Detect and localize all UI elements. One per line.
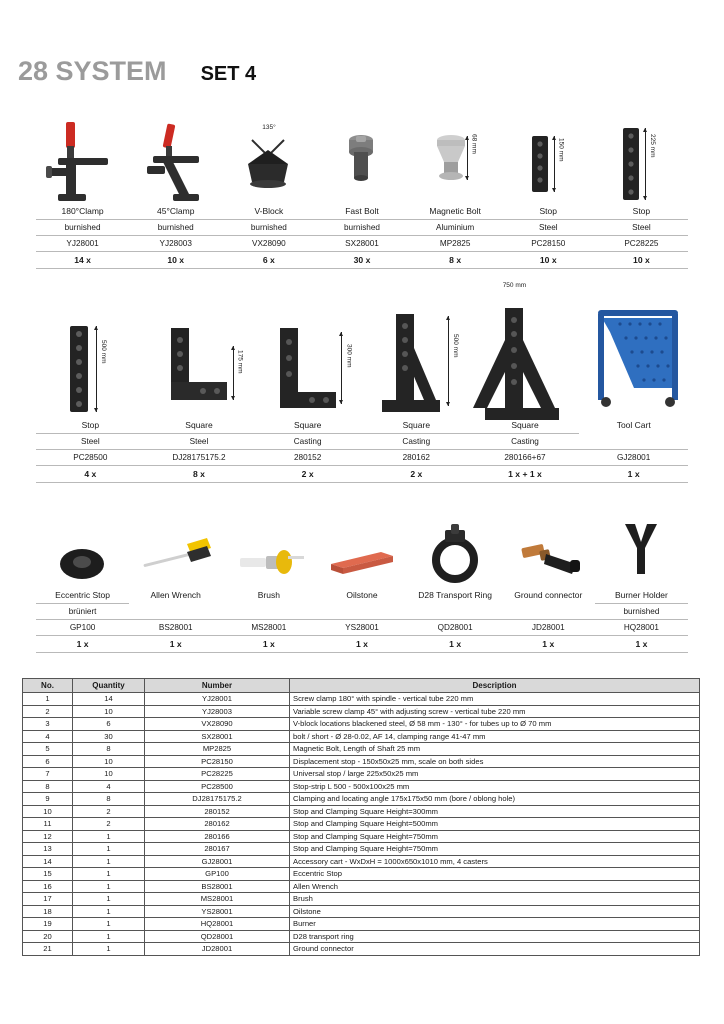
quantity-cell: 10 x bbox=[595, 252, 688, 269]
cell-number: QD28001 bbox=[145, 930, 290, 943]
cell-number: BS28001 bbox=[145, 880, 290, 893]
product-name: Square bbox=[185, 420, 213, 430]
cell-quantity: 1 bbox=[73, 893, 145, 906]
number-cell: 280162 bbox=[362, 450, 471, 466]
product-name: Square bbox=[511, 420, 539, 430]
cell-description: Screw clamp 180° with spindle - vertical tube 220 mm bbox=[290, 693, 700, 706]
parts-list bbox=[22, 678, 700, 956]
number-cell: 280166+67 bbox=[471, 450, 580, 466]
cell-no: 3 bbox=[23, 718, 73, 731]
quantity-cell: 2 x bbox=[362, 466, 471, 483]
product-name: Stop bbox=[539, 206, 558, 216]
product-spec-table-1 bbox=[36, 219, 688, 269]
cell-number: 280167 bbox=[145, 843, 290, 856]
cell-number: YJ28003 bbox=[145, 705, 290, 718]
header-description: Description bbox=[290, 679, 700, 693]
quantity-cell: 1 x bbox=[36, 636, 129, 653]
magneticbolt-icon bbox=[409, 110, 502, 206]
number-cell: MP2825 bbox=[409, 236, 502, 252]
cell-quantity: 8 bbox=[73, 793, 145, 806]
square750-icon bbox=[471, 282, 580, 420]
product-images-row-3 bbox=[36, 508, 688, 590]
cell-description: bolt / short - Ø 28-0.02, AF 14, clamping range 41-47 mm bbox=[290, 730, 700, 743]
cell-number: PC28225 bbox=[145, 768, 290, 781]
table-row-number bbox=[36, 450, 688, 466]
table-row bbox=[23, 943, 700, 956]
product-name: D28 Transport Ring bbox=[418, 590, 492, 600]
material-cell: burnished bbox=[129, 220, 222, 236]
table-row bbox=[23, 880, 700, 893]
cell-number: GJ28001 bbox=[145, 855, 290, 868]
product-names-row-1 bbox=[36, 206, 688, 219]
material-cell: Aluminium bbox=[409, 220, 502, 236]
table-row-number bbox=[36, 620, 688, 636]
square500-dimension: 500 mm bbox=[452, 334, 460, 358]
cell-number: DJ28175175.2 bbox=[145, 793, 290, 806]
cell-number: HQ28001 bbox=[145, 918, 290, 931]
material-cell: Steel bbox=[145, 434, 254, 450]
number-cell: SX28001 bbox=[315, 236, 408, 252]
product-cell-vblock bbox=[222, 110, 315, 206]
product-cell-fastbolt bbox=[315, 110, 408, 206]
product-cell-groundconnector bbox=[502, 508, 595, 590]
table-row-quantity bbox=[36, 252, 688, 269]
cell-quantity: 10 bbox=[73, 755, 145, 768]
number-cell: GJ28001 bbox=[579, 450, 688, 466]
quantity-cell: 4 x bbox=[36, 466, 145, 483]
clamp45-icon bbox=[129, 110, 222, 206]
product-cell-stop500 bbox=[36, 288, 145, 420]
groundconnector-icon bbox=[502, 508, 595, 590]
cell-number: MS28001 bbox=[145, 893, 290, 906]
cell-description: Brush bbox=[290, 893, 700, 906]
cell-description: Stop and Clamping Square Height=500mm bbox=[290, 818, 700, 831]
cell-description: Displacement stop - 150x50x25 mm, scale on both sides bbox=[290, 755, 700, 768]
material-cell: Steel bbox=[595, 220, 688, 236]
table-row bbox=[23, 743, 700, 756]
product-cell-square500 bbox=[362, 288, 471, 420]
table-row bbox=[23, 868, 700, 881]
cell-number: 280166 bbox=[145, 830, 290, 843]
product-name: Tool Cart bbox=[616, 420, 651, 430]
quantity-cell: 14 x bbox=[36, 252, 129, 269]
cell-no: 5 bbox=[23, 743, 73, 756]
material-cell: burnished bbox=[595, 604, 688, 620]
number-cell: 280152 bbox=[253, 450, 362, 466]
product-name: Magnetic Bolt bbox=[429, 206, 481, 216]
cell-number: JD28001 bbox=[145, 943, 290, 956]
material-cell: Steel bbox=[36, 434, 145, 450]
table-row-material bbox=[36, 604, 688, 620]
material-cell-empty bbox=[315, 604, 408, 620]
product-name: Fast Bolt bbox=[345, 206, 379, 216]
square175-dimension: 175 mm bbox=[236, 350, 244, 374]
quantity-cell: 1 x bbox=[129, 636, 222, 653]
cell-quantity: 8 bbox=[73, 743, 145, 756]
table-row bbox=[23, 830, 700, 843]
table-row bbox=[23, 805, 700, 818]
cell-no: 1 bbox=[23, 693, 73, 706]
page-header bbox=[18, 56, 256, 87]
table-row bbox=[23, 855, 700, 868]
cell-number: SX28001 bbox=[145, 730, 290, 743]
cell-description: Magnetic Bolt, Length of Shaft 25 mm bbox=[290, 743, 700, 756]
number-cell: YJ28001 bbox=[36, 236, 129, 252]
cell-description: D28 transport ring bbox=[290, 930, 700, 943]
material-cell: Casting bbox=[471, 434, 580, 450]
cell-description: Eccentric Stop bbox=[290, 868, 700, 881]
material-cell: burnished bbox=[36, 220, 129, 236]
cell-quantity: 1 bbox=[73, 843, 145, 856]
product-cell-toolcart bbox=[579, 288, 688, 420]
table-row-quantity bbox=[36, 636, 688, 653]
cell-description: Universal stop / large 225x50x25 mm bbox=[290, 768, 700, 781]
stop500-dimension: 500 mm bbox=[100, 340, 107, 364]
product-cell-oilstone bbox=[315, 508, 408, 590]
stop225-icon bbox=[595, 110, 688, 206]
material-cell-empty bbox=[502, 604, 595, 620]
material-cell: Casting bbox=[362, 434, 471, 450]
material-cell-empty bbox=[222, 604, 315, 620]
product-cell-clamp180 bbox=[36, 110, 129, 206]
material-cell: burnished bbox=[222, 220, 315, 236]
product-names-row-2 bbox=[36, 420, 688, 433]
quantity-cell: 1 x bbox=[222, 636, 315, 653]
quantity-cell: 1 x bbox=[579, 466, 688, 483]
cell-quantity: 1 bbox=[73, 905, 145, 918]
product-cell-eccentricstop bbox=[36, 508, 129, 590]
stop150-dimension: 150 mm bbox=[557, 138, 565, 162]
cell-quantity: 2 bbox=[73, 818, 145, 831]
material-cell: burnished bbox=[315, 220, 408, 236]
number-cell: PC28500 bbox=[36, 450, 145, 466]
product-names-row-3 bbox=[36, 590, 688, 603]
product-spec-table-3 bbox=[36, 603, 688, 653]
table-row bbox=[23, 705, 700, 718]
cell-description: Stop-strip L 500 - 500x100x25 mm bbox=[290, 780, 700, 793]
cell-description: Allen Wrench bbox=[290, 880, 700, 893]
material-cell: Casting bbox=[253, 434, 362, 450]
cell-description: Clamping and locating angle 175x175x50 mm (bore / oblong hole) bbox=[290, 793, 700, 806]
product-name: 180°Clamp bbox=[61, 206, 104, 216]
number-cell: VX28090 bbox=[222, 236, 315, 252]
product-name: 45°Clamp bbox=[157, 206, 195, 216]
product-cell-brush bbox=[222, 508, 315, 590]
cell-quantity: 10 bbox=[73, 768, 145, 781]
product-name: Stop bbox=[632, 206, 651, 216]
product-cell-burnerholder bbox=[595, 508, 688, 590]
cell-quantity: 1 bbox=[73, 918, 145, 931]
burnerholder-icon bbox=[595, 508, 688, 590]
product-cell-square175 bbox=[145, 288, 254, 420]
cell-no: 8 bbox=[23, 780, 73, 793]
quantity-cell: 10 x bbox=[129, 252, 222, 269]
oilstone-icon bbox=[315, 508, 408, 590]
table-row bbox=[23, 730, 700, 743]
cell-number: PC28500 bbox=[145, 780, 290, 793]
header-no: No. bbox=[23, 679, 73, 693]
cell-number: YJ28001 bbox=[145, 693, 290, 706]
material-cell-empty bbox=[129, 604, 222, 620]
cell-description: Stop and Clamping Square Height=750mm bbox=[290, 843, 700, 856]
number-cell: MS28001 bbox=[222, 620, 315, 636]
cell-no: 20 bbox=[23, 930, 73, 943]
quantity-cell: 1 x bbox=[315, 636, 408, 653]
vblock-icon bbox=[222, 110, 315, 206]
table-row bbox=[23, 818, 700, 831]
number-cell: YJ28003 bbox=[129, 236, 222, 252]
table-row bbox=[23, 755, 700, 768]
square500-icon bbox=[362, 288, 471, 420]
quantity-cell: 30 x bbox=[315, 252, 408, 269]
cell-number: MP2825 bbox=[145, 743, 290, 756]
table-row bbox=[23, 930, 700, 943]
cell-description: Stop and Clamping Square Height=300mm bbox=[290, 805, 700, 818]
fastbolt-icon bbox=[315, 110, 408, 206]
quantity-cell: 8 x bbox=[409, 252, 502, 269]
square300-dimension: 300 mm bbox=[345, 344, 353, 368]
table-row bbox=[23, 780, 700, 793]
product-cell-transportring bbox=[409, 508, 502, 590]
table-row bbox=[23, 905, 700, 918]
number-cell: BS28001 bbox=[129, 620, 222, 636]
table-row-material bbox=[36, 434, 688, 450]
table-row bbox=[23, 893, 700, 906]
cell-no: 18 bbox=[23, 905, 73, 918]
table-row-material bbox=[36, 220, 688, 236]
cell-quantity: 30 bbox=[73, 730, 145, 743]
cell-description: Variable screw clamp 45° with adjusting screw - vertical tube 220 mm bbox=[290, 705, 700, 718]
quantity-cell: 1 x bbox=[502, 636, 595, 653]
product-cell-stop150 bbox=[502, 110, 595, 206]
cell-description: V-block locations blackened steel, Ø 58 mm - 130° - for tubes up to Ø 70 mm bbox=[290, 718, 700, 731]
cell-no: 10 bbox=[23, 805, 73, 818]
cell-quantity: 2 bbox=[73, 805, 145, 818]
quantity-cell: 1 x + 1 x bbox=[471, 466, 580, 483]
cell-description: Oilstone bbox=[290, 905, 700, 918]
material-cell-empty bbox=[409, 604, 502, 620]
header-number: Number bbox=[145, 679, 290, 693]
square300-icon bbox=[253, 288, 362, 420]
clamp180-icon bbox=[36, 110, 129, 206]
product-cell-stop225 bbox=[595, 110, 688, 206]
table-row bbox=[23, 918, 700, 931]
product-cell-magneticbolt bbox=[409, 110, 502, 206]
product-name: Stop bbox=[81, 420, 100, 430]
table-row-quantity bbox=[36, 466, 688, 483]
product-name: Oilstone bbox=[346, 590, 378, 600]
cell-no: 15 bbox=[23, 868, 73, 881]
cell-quantity: 1 bbox=[73, 880, 145, 893]
cell-quantity: 4 bbox=[73, 780, 145, 793]
number-cell: QD28001 bbox=[409, 620, 502, 636]
product-group-3 bbox=[36, 508, 688, 653]
number-cell: PC28150 bbox=[502, 236, 595, 252]
product-name: V-Block bbox=[254, 206, 284, 216]
cell-number: GP100 bbox=[145, 868, 290, 881]
cell-quantity: 1 bbox=[73, 855, 145, 868]
cell-quantity: 1 bbox=[73, 868, 145, 881]
quantity-cell: 2 x bbox=[253, 466, 362, 483]
quantity-cell: 1 x bbox=[409, 636, 502, 653]
cell-no: 2 bbox=[23, 705, 73, 718]
product-name: Ground connector bbox=[514, 590, 583, 600]
cell-quantity: 10 bbox=[73, 705, 145, 718]
number-cell: PC28225 bbox=[595, 236, 688, 252]
number-cell: DJ28175175.2 bbox=[145, 450, 254, 466]
header-quantity: Quantity bbox=[73, 679, 145, 693]
number-cell: YS28001 bbox=[315, 620, 408, 636]
cell-number: 280152 bbox=[145, 805, 290, 818]
eccentricstop-icon bbox=[36, 508, 129, 590]
transportring-icon bbox=[409, 508, 502, 590]
cell-description: Burner bbox=[290, 918, 700, 931]
magneticbolt-dimension: 68 mm bbox=[470, 134, 478, 154]
number-cell: GP100 bbox=[36, 620, 129, 636]
product-name: Eccentric Stop bbox=[55, 590, 110, 600]
system-title: 28 SYSTEM bbox=[18, 56, 167, 86]
quantity-cell: 1 x bbox=[595, 636, 688, 653]
quantity-cell: 8 x bbox=[145, 466, 254, 483]
product-images-row-2 bbox=[36, 282, 688, 420]
product-cell-square300 bbox=[253, 288, 362, 420]
stop500-icon bbox=[36, 288, 145, 420]
product-name: Square bbox=[402, 420, 431, 430]
material-cell: brüniert bbox=[36, 604, 129, 620]
product-name: Brush bbox=[257, 590, 280, 600]
product-name: Square bbox=[293, 420, 322, 430]
cell-no: 9 bbox=[23, 793, 73, 806]
table-row bbox=[23, 693, 700, 706]
quantity-cell: 10 x bbox=[502, 252, 595, 269]
product-images-row-1 bbox=[36, 110, 688, 206]
material-cell-empty bbox=[579, 434, 688, 450]
cell-description: Accessory cart - WxDxH = 1000x650x1010 mm, 4 casters bbox=[290, 855, 700, 868]
product-group-1 bbox=[36, 110, 688, 269]
cell-no: 13 bbox=[23, 843, 73, 856]
cell-description: Stop and Clamping Square Height=750mm bbox=[290, 830, 700, 843]
cell-no: 14 bbox=[23, 855, 73, 868]
number-cell: JD28001 bbox=[502, 620, 595, 636]
cell-no: 16 bbox=[23, 880, 73, 893]
cell-no: 4 bbox=[23, 730, 73, 743]
brush-icon bbox=[222, 508, 315, 590]
table-row-number bbox=[36, 236, 688, 252]
product-name: Allen Wrench bbox=[150, 590, 201, 600]
cell-quantity: 1 bbox=[73, 930, 145, 943]
parts-table bbox=[22, 678, 700, 956]
stop225-dimension: 225 mm bbox=[648, 134, 656, 158]
parts-table-header-row bbox=[23, 679, 700, 693]
number-cell: HQ28001 bbox=[595, 620, 688, 636]
quantity-cell: 6 x bbox=[222, 252, 315, 269]
cell-number: PC28150 bbox=[145, 755, 290, 768]
cell-number: 280162 bbox=[145, 818, 290, 831]
cell-quantity: 6 bbox=[73, 718, 145, 731]
toolcart-icon bbox=[579, 288, 688, 420]
cell-no: 11 bbox=[23, 818, 73, 831]
cell-no: 19 bbox=[23, 918, 73, 931]
cell-quantity: 1 bbox=[73, 830, 145, 843]
product-group-2 bbox=[36, 282, 688, 483]
cell-number: YS28001 bbox=[145, 905, 290, 918]
square175-icon bbox=[145, 288, 254, 420]
table-row bbox=[23, 843, 700, 856]
set-title: SET 4 bbox=[200, 63, 257, 85]
product-name: Burner Holder bbox=[614, 590, 668, 600]
cell-no: 7 bbox=[23, 768, 73, 781]
allenwrench-icon bbox=[129, 508, 222, 590]
product-cell-allenwrench bbox=[129, 508, 222, 590]
cell-no: 12 bbox=[23, 830, 73, 843]
cell-no: 21 bbox=[23, 943, 73, 956]
material-cell: Steel bbox=[502, 220, 595, 236]
table-row bbox=[23, 793, 700, 806]
square750-dimension: 750 mm bbox=[502, 282, 527, 289]
table-row bbox=[23, 718, 700, 731]
stop150-icon bbox=[502, 110, 595, 206]
product-spec-table-2 bbox=[36, 433, 688, 483]
product-cell-clamp45 bbox=[129, 110, 222, 206]
cell-description: Ground connector bbox=[290, 943, 700, 956]
cell-number: VX28090 bbox=[145, 718, 290, 731]
product-cell-square750 bbox=[471, 282, 580, 420]
cell-no: 17 bbox=[23, 893, 73, 906]
parts-table-body bbox=[23, 693, 700, 956]
cell-quantity: 1 bbox=[73, 943, 145, 956]
table-row bbox=[23, 768, 700, 781]
cell-no: 6 bbox=[23, 755, 73, 768]
vblock-dimension: 135° bbox=[262, 124, 276, 131]
cell-quantity: 14 bbox=[73, 693, 145, 706]
